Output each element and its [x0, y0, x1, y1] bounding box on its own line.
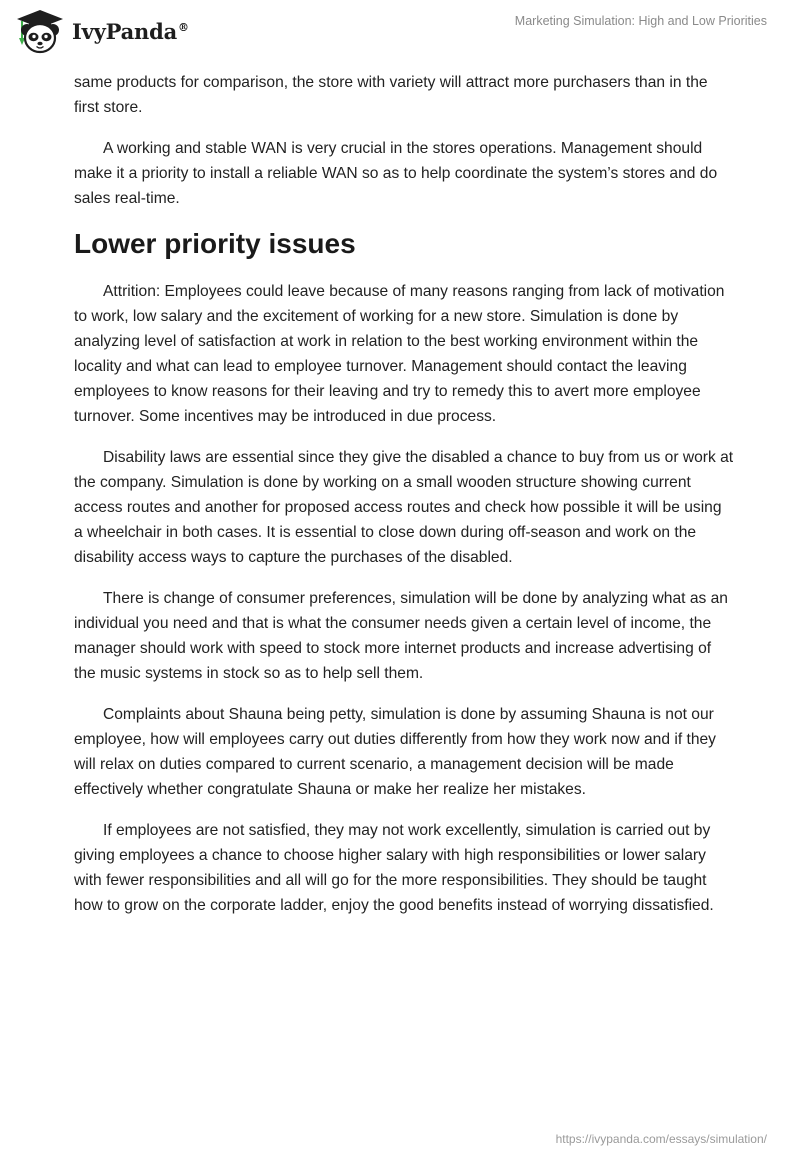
- paragraph-complaints: Complaints about Shauna being petty, simulation is done by assuming Shauna is not our employee, how will employees carry out duties differently from how they work now and if they will relax on duties compared to current scenario, a management decision will be made effectively whether congratulate Shauna or make her realize her mistakes.: [74, 706, 716, 798]
- source-url-link[interactable]: https://ivypanda.com/essays/simulation/: [555, 1132, 767, 1146]
- brand-name: IvyPanda®: [72, 18, 189, 44]
- page-header: [0, 0, 800, 64]
- essay-content: [74, 70, 734, 934]
- section-heading: Lower priority issues: [74, 228, 356, 259]
- panda-graduate-icon: [14, 8, 66, 54]
- paragraph-continuation: same products for comparison, the store with variety will attract more purchasers than in the first store.: [74, 74, 708, 116]
- paragraph-consumer-preferences: There is change of consumer preferences, simulation will be done by analyzing what as an individual you need and that is what the consumer needs given a certain level of income, the manager should work with speed to stock more internet products and increase advertising of the music systems in stock so as to help sell them.: [74, 590, 728, 682]
- paragraph-wan: A working and stable WAN is very crucial in the stores operations. Management should make it a priority to install a reliable WAN so as to help coordinate the system’s stores and do sales real-time.: [74, 140, 718, 207]
- paragraph-attrition: Attrition: Employees could leave because of many reasons ranging from lack of motivation to work, low salary and the excitement of working for a new store. Simulation is done by analyzing level of satisfaction at work in relation to the best working environment within the locality and what can lead to employee turnover. Management should contact the leaving employees to know reasons for their leaving and try to remedy this to avert more employee turnover. Some incentives may be introduced in due process.: [74, 283, 725, 425]
- brand-logo[interactable]: [14, 8, 189, 54]
- paragraph-disability-laws: Disability laws are essential since they give the disabled a chance to buy from us or work at the company. Simulation is done by working on a small wooden structure showing current access routes and another for proposed access routes and check how possible it will be using a wheelchair in both cases. It is essential to close down during off-season and work on the disability access ways to capture the purchases of the disabled.: [74, 449, 734, 566]
- document-title: Marketing Simulation: High and Low Priorities: [514, 14, 767, 28]
- paragraph-employee-satisfaction: If employees are not satisfied, they may not work excellently, simulation is carried out by giving employees a chance to choose higher salary with high responsibilities or lower salary with fewer responsibilities and all will go for the more responsibilities. They should be taught how to grow on the corporate ladder, enjoy the good benefits instead of worrying dissatisfied.: [74, 822, 714, 914]
